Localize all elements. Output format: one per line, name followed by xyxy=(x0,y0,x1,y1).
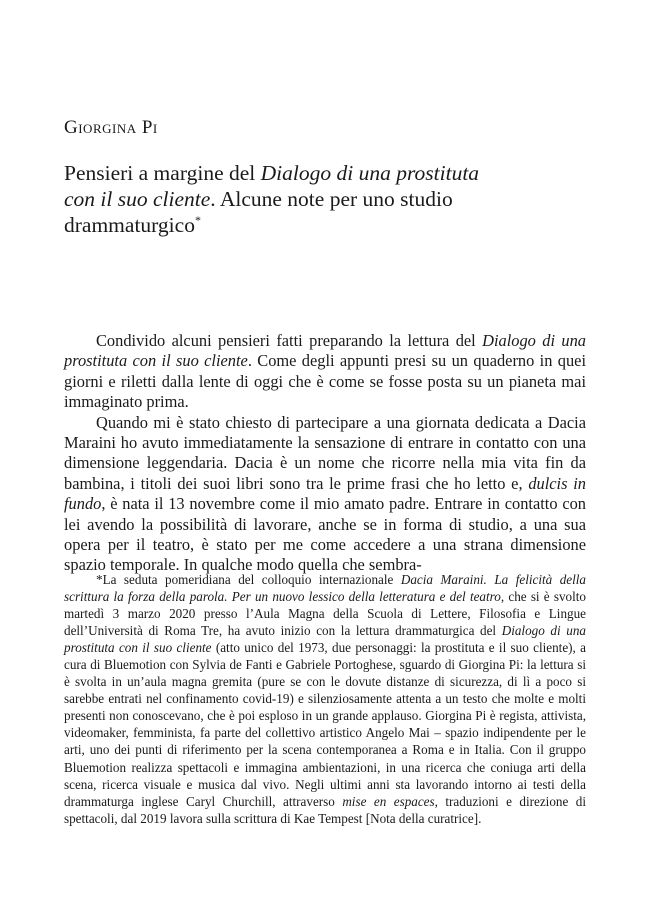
paragraph-text: Condivido alcuni pensieri fatti preparando la lettura del xyxy=(96,331,483,350)
footnote-italic: mise en espaces xyxy=(342,793,435,809)
footnote xyxy=(64,571,586,827)
footnote-italic: Dialogo di una prostituta con il suo cliente xyxy=(64,623,586,656)
footnote-paragraph xyxy=(64,571,586,827)
title-italic-work: Dialogo di una prostituta xyxy=(260,161,480,185)
footnote-italic: Dacia Maraini. La felicità della scrittura la forza della parola. Per un nuovo lessico della letteratura e del teatro xyxy=(64,572,586,605)
chapter-title xyxy=(64,160,584,238)
footnote-marker: * xyxy=(194,213,201,227)
footnote-text: *La seduta pomeridiana del colloquio internazionale xyxy=(96,572,401,587)
italic-phrase: dulcis in fundo xyxy=(64,473,586,514)
paragraph xyxy=(64,413,586,576)
footnote-text: (atto unico del 1973, due personaggi: la prostituta e il suo cliente), a cura di Bluemotion con Sylvia de Fanti e Gabriele Portoghese, sguardo di Giorgina Pi: la lettura si è svolta in un’aula magna gremita (pure se con le dovute distanze di sicurezza, di lì a poco si sarebbe entrati nel confinamento covid-19) e silenziosamente attenta a un testo che molte e molti presenti non conoscevano, che è poi esploso in un grande applauso. Giorgina Pi è regista, attivista, videomaker, femminista, fa parte del collettivo artistico Angelo Mai – spazio indipendente per le arti, uno dei punti di riferimento per la scena contemporanea a Roma e in Italia. Con il gruppo Bluemotion realizza spettacoli e immagina ambientazioni, in una ricerca che coniuga arti della scena, ricerca visuale e musica dal vivo. Negli ultimi anni sta lavorando intorno ai testi della drammaturga inglese Caryl Churchill, attraverso xyxy=(64,640,586,809)
footnote-text: , che si è svolto martedì 3 marzo 2020 presso l’Aula Magna della Scuola di Lettere, Filosofia e Lingue dell’Università di Roma Tre, ha avuto inizio con la lettura drammaturgica del xyxy=(64,589,586,639)
footnote-text: , traduzioni e direzione di spettacoli, dal 2019 lavora sulla scrittura di Kae Tempest [Nota della curatrice]. xyxy=(64,793,586,826)
paragraph-text: Quando mi è stato chiesto di partecipare a una giornata dedicata a Dacia Maraini ho avuto immediatamente la sensazione di entrare in contatto con una dimensione leggendaria. Dacia è un nome che ricorre nella mia vita fin da bambina, i titoli dei suoi libri sono tra le prime frasi che ho letto e, xyxy=(64,412,586,493)
paragraph xyxy=(64,331,586,413)
paragraph-text: , è nata il 13 novembre come il mio amato padre. Entrare in contatto con lei avendo la possibilità di lavorare, anche se in forma di studio, a una sua opera per il teatro, è stato per me come accedere a una strana dimensione spazio temporale. In qualche modo quella che sembra- xyxy=(64,494,586,575)
body-text xyxy=(64,331,586,576)
title-text: Pensieri a margine del xyxy=(64,161,261,185)
title-subtitle: . Alcune note per uno studio drammaturgico xyxy=(64,187,453,237)
paragraph-text: . Come degli appunti presi su un quaderno in quei giorni e riletti dalla lente di oggi che è come se fosse posta su un pianeta mai immaginato prima. xyxy=(64,351,586,412)
author-name: Giorgina Pi xyxy=(64,117,158,138)
title-italic-work-cont: con il suo cliente xyxy=(64,187,211,211)
italic-work-title: Dialogo di una prostituta con il suo cliente xyxy=(64,331,586,371)
